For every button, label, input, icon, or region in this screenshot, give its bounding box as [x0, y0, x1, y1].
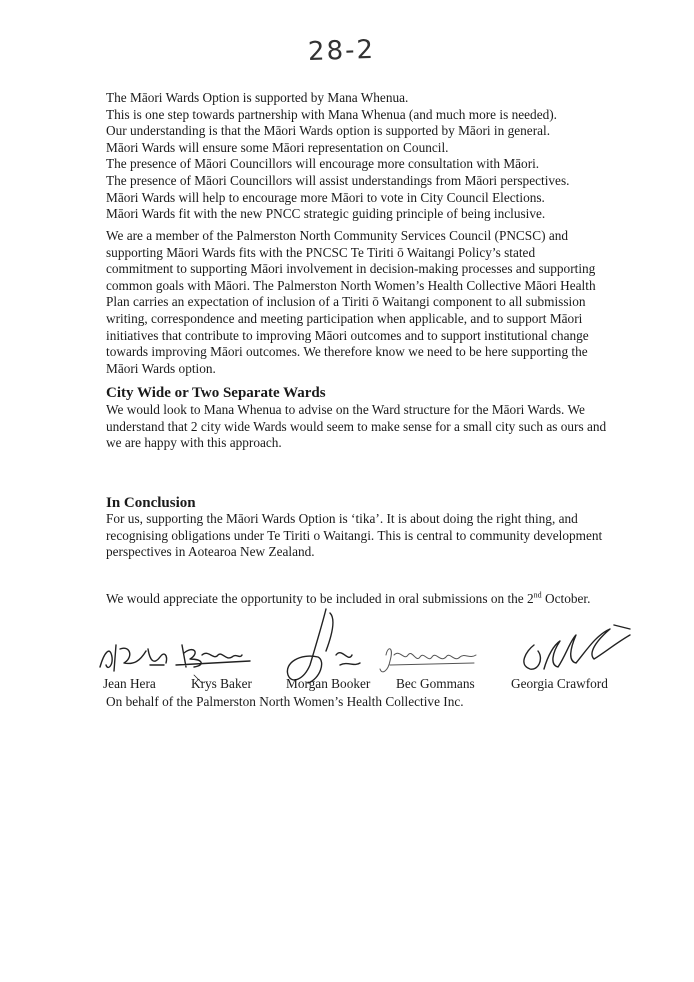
- signer-name: Jean Hera: [103, 676, 156, 691]
- on-behalf-line: On behalf of the Palmerston North Women’s Health Collective Inc.: [106, 694, 464, 709]
- text-line: perspectives in Aotearoa New Zealand.: [106, 544, 315, 560]
- wards-heading: City Wide or Two Separate Wards: [106, 385, 326, 401]
- text-line: Māori Wards will ensure some Māori representation on Council.: [106, 139, 449, 155]
- signer-name: Georgia Crawford: [511, 676, 608, 691]
- text-line: The Māori Wards Option is supported by Mana Whenua.: [106, 90, 409, 105]
- text-line: For us, supporting the Māori Wards Option is ‘tika’. It is about doing the right thing, and: [106, 511, 578, 526]
- text-line: towards improving Māori outcomes. We therefore know we need to be here supporting the: [106, 344, 588, 360]
- text-line: understand that 2 city wide Wards would seem to make sense for a small city such as ours and: [106, 418, 607, 434]
- signature-krys-baker: [176, 645, 250, 667]
- text-line: common goals with Māori. The Palmerston North Women’s Health Collective Māori Health: [106, 277, 596, 293]
- text-line: commitment to supporting Māori involvement in decision-making processes and supporting: [106, 261, 596, 277]
- text-line: initiatives that contribute to improving Māori outcomes and to support institutional change: [106, 327, 589, 343]
- text-line: Māori Wards will help to encourage more Māori to vote in City Council Elections.: [106, 189, 545, 205]
- wards-paragraph: [106, 402, 626, 452]
- text-line: supporting Māori Wards fits with the PNCSC Te Tiriti ō Waitangi Policy’s stated: [106, 244, 536, 260]
- signature-morgan-booker: [287, 609, 360, 683]
- pncsc-paragraph: [106, 228, 626, 377]
- text-line: Our understanding is that the Māori Wards option is supported by Māori in general.: [106, 123, 551, 139]
- text-line: We are a member of the Palmerston North Community Services Council (PNCSC) and: [106, 228, 569, 243]
- oral-tail: October.: [541, 591, 591, 606]
- text-line: This is one step towards partnership with Mana Whenua (and much more is needed).: [106, 106, 557, 122]
- text-line: recognising obligations under Te Tiriti o Waitangi. This is central to community development: [106, 527, 603, 543]
- text-line: Plan carries an expectation of inclusion of a Tiriti ō Waitangi component to all submission: [106, 294, 586, 310]
- text-line: We would look to Mana Whenua to advise on the Ward structure for the Māori Wards. We: [106, 402, 585, 417]
- page-number: 28-2: [307, 34, 376, 68]
- conclusion-heading: In Conclusion: [106, 495, 196, 511]
- signer-name: Krys Baker: [191, 676, 252, 691]
- text-line: we are happy with this approach.: [106, 435, 282, 451]
- signature-bec-gommans: [380, 649, 476, 672]
- text-line: Māori Wards option.: [106, 360, 216, 376]
- oral-text: We would appreciate the opportunity to be included in oral submissions on the 2: [106, 591, 534, 606]
- ordinal-suffix: nd: [533, 590, 542, 600]
- signer-name: Bec Gommans: [396, 676, 475, 691]
- conclusion-paragraph: [106, 511, 626, 561]
- text-line: writing, correspondence and meeting participation when applicable, and to support Māori: [106, 310, 583, 326]
- text-line: Māori Wards fit with the new PNCC strategic guiding principle of being inclusive.: [106, 206, 546, 222]
- signature-georgia-crawford: [524, 625, 630, 669]
- text-line: The presence of Māori Councillors will assist understandings from Māori perspectives.: [106, 172, 570, 188]
- signature-jean-hera: [100, 645, 167, 671]
- signer-name: Morgan Booker: [286, 676, 371, 691]
- intro-paragraph: [106, 90, 626, 223]
- text-line: The presence of Māori Councillors will encourage more consultation with Māori.: [106, 156, 540, 172]
